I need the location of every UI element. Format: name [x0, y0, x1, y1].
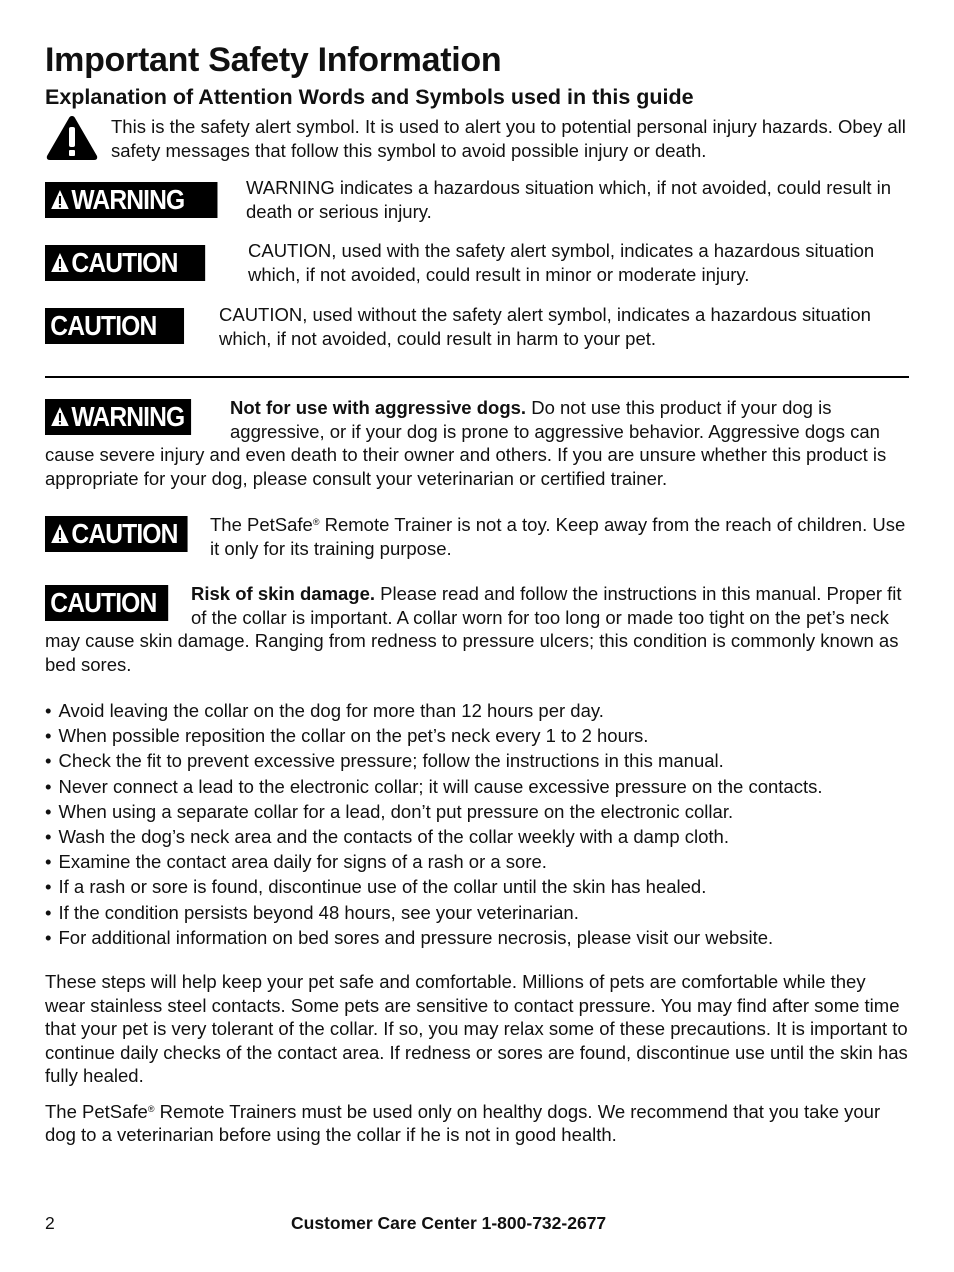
petsafe-brand: The PetSafe	[210, 514, 313, 535]
health-note-text: Remote Trainers must be used only on healthy dogs. We recommend that you take your dog to a veterinarian before using the collar if he is not in good health.	[45, 1100, 881, 1146]
list-item: • When possible reposition the collar on the pet’s neck every 1 to 2 hours.	[45, 723, 909, 748]
caution-badge-label: CAUTION	[71, 518, 178, 549]
closing-paragraph: These steps will help keep your pet safe and comfortable. Millions of pets are comfortable while they wear stainless steel contacts. Some pets are sensitive to contact pressure. You may find after some time that your pet is very tolerant of the collar. If so, you may relax some of these precautions. It is important to continue daily checks of the contact area. If redness or sores are found, discontinue use until the skin has fully healed.	[45, 971, 908, 1087]
warning-badge	[45, 399, 191, 435]
warning-definition-text: WARNING indicates a hazardous situation which, if not avoided, could result in death or serious injury.	[246, 177, 892, 222]
aggressive-dogs-notice	[45, 396, 909, 490]
list-item: • For additional information on bed sores and pressure necrosis, please visit our website.	[45, 925, 909, 950]
warning-badge-label: WARNING	[71, 184, 185, 215]
petsafe-brand: The PetSafe	[45, 1100, 148, 1122]
alert-symbol-text: This is the safety alert symbol. It is used to alert you to potential personal injury hazards. Obey all safety messages that follow this symbol to avoid possible injury or death.	[111, 116, 906, 161]
not-a-toy-text-block	[210, 513, 909, 560]
caution-badge	[45, 245, 205, 281]
aggressive-dogs-text: Do not use this product if your dog is aggressive, or if your dog is prone to aggressive behavior. Aggressive dogs can cause severe injury and even death to their owner and others. If you are unsure whether this product is appropriate for your dog, please consult your veterinarian or certified trainer.	[45, 397, 887, 489]
not-a-toy-text: Remote Trainer is not a toy. Keep away from the reach of children. Use it only for its training purpose.	[210, 514, 906, 559]
caution-plain-badge	[45, 585, 168, 621]
warning-badge	[45, 182, 217, 218]
aggressive-dogs-lead: Not for use with aggressive dogs.	[230, 397, 527, 418]
list-item: • If the condition persists beyond 48 hours, see your veterinarian.	[45, 900, 909, 925]
page-subtitle: Explanation of Attention Words and Symbols used in this guide	[45, 85, 694, 109]
health-note	[45, 1100, 909, 1147]
definition-warning	[45, 176, 909, 223]
definition-caution-without-symbol	[45, 303, 909, 350]
skin-damage-text: Please read and follow the instructions in this manual. Proper fit of the collar is important. A collar worn for too long or made too tight on the pet’s neck may cause skin damage. Ranging from redness to pressure ulcers; this condition is commonly known as bed sores.	[45, 583, 902, 675]
caution-plain-badge	[45, 308, 184, 344]
alert-symbol-row	[45, 114, 909, 162]
skin-care-list	[45, 698, 909, 950]
page-number: 2	[45, 1213, 55, 1233]
definition-caution-with-symbol	[45, 239, 909, 286]
list-item: • When using a separate collar for a lead, don’t put pressure on the electronic collar.	[45, 799, 909, 824]
caution-with-symbol-text: CAUTION, used with the safety alert symbol, indicates a hazardous situation which, if not avoided, could result in minor or moderate injury.	[248, 240, 875, 285]
caution-plain-badge-label: CAUTION	[50, 310, 157, 341]
section-divider	[45, 376, 909, 378]
list-item: • Examine the contact area daily for signs of a rash or a sore.	[45, 849, 909, 874]
list-item: • Never connect a lead to the electronic collar; it will cause excessive pressure on the contacts.	[45, 774, 909, 799]
alert-triangle-icon	[50, 523, 69, 545]
skin-damage-notice	[45, 582, 909, 676]
safety-alert-icon	[45, 114, 99, 162]
customer-care-phone: Customer Care Center 1-800-732-2677	[291, 1213, 607, 1233]
list-item: • If a rash or sore is found, discontinue use of the collar until the skin has healed.	[45, 874, 909, 899]
alert-triangle-icon	[50, 406, 69, 428]
caution-badge-label: CAUTION	[71, 247, 178, 278]
page	[45, 40, 909, 1147]
alert-triangle-icon	[50, 252, 69, 274]
list-item: • Avoid leaving the collar on the dog for more than 12 hours per day.	[45, 698, 909, 723]
caution-plain-badge-label: CAUTION	[50, 587, 157, 618]
warning-badge-label: WARNING	[71, 401, 185, 432]
list-item: • Check the fit to prevent excessive pressure; follow the instructions in this manual.	[45, 748, 909, 773]
not-a-toy-notice	[45, 513, 909, 560]
registered-mark: ®	[312, 517, 320, 527]
caution-without-symbol-text: CAUTION, used without the safety alert symbol, indicates a hazardous situation which, if not avoided, could result in harm to your pet.	[219, 304, 871, 349]
caution-badge	[45, 516, 188, 552]
page-title: Important Safety Information	[45, 41, 502, 79]
list-item: • Wash the dog’s neck area and the contacts of the collar weekly with a damp cloth.	[45, 824, 909, 849]
registered-mark: ®	[147, 1103, 155, 1114]
alert-triangle-icon	[50, 189, 69, 211]
skin-damage-lead: Risk of skin damage.	[191, 583, 376, 604]
